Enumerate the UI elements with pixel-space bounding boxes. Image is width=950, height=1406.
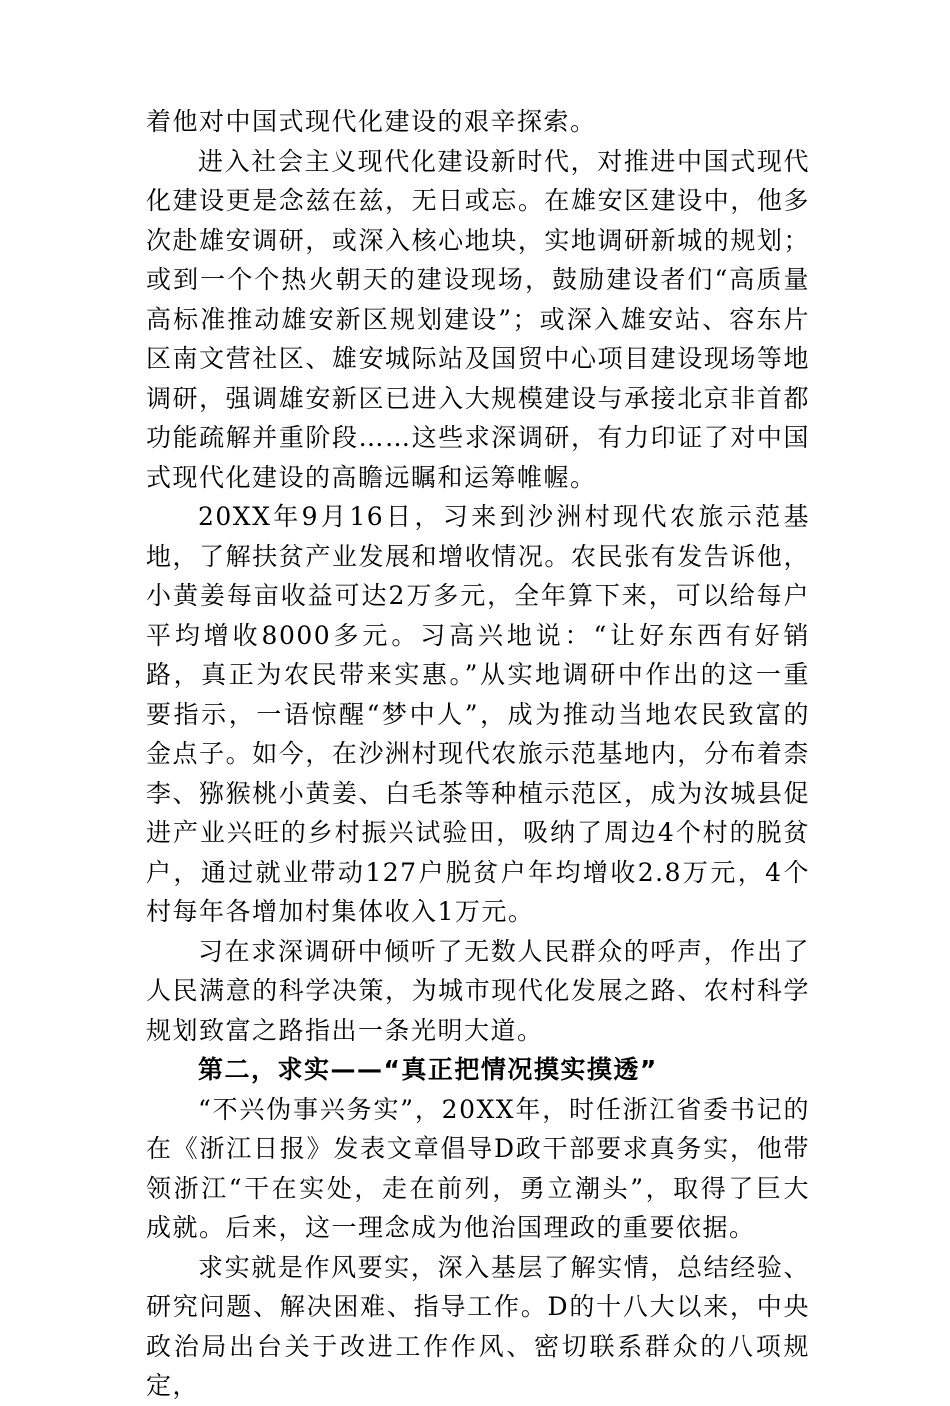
document-page	[146, 102, 810, 1406]
paragraph-continuation: 着他对中国式现代化建设的艰辛探索。	[146, 107, 597, 136]
paragraph-xiongan: 进入社会主义现代化建设新时代，对推进中国式现代化建设更是念兹在兹，无日或忘。在雄安区建设中，他多次赴雄安调研，或深入核心地块，实地调研新城的规划；或到一个个热火朝天的建设现场，鼓励建设者们“高质量高标准推动雄安新区规划建设”；或深入雄安站、容东片区南文营社区、雄安城际站及国贸中心项目建设现场等地调研，强调雄安新区已进入大规模建设与承接北京非首都功能疏解并重阶段……这些求深调研，有力印证了对中国式现代化建设的高瞻远瞩和运筹帷幄。	[146, 146, 810, 492]
paragraph-qiushi: 求实就是作风要实，深入基层了解实情，总结经验、研究问题、解决困难、指导工作。D的十八大以来，中央政治局出台关于改进工作作风、密切联系群众的八项规定，	[146, 1252, 810, 1400]
paragraph-summary: 习在求深调研中倾听了无数人民群众的呼声，作出了人民满意的科学决策，为城市现代化发展之路、农村科学规划致富之路指出一条光明大道。	[146, 936, 810, 1045]
paragraph-zhejiang: “不兴伪事兴务实”，20XX年，时任浙江省委书记的在《浙江日报》发表文章倡导D政干部要求真务实，他带领浙江“干在实处，走在前列，勇立潮头”，取得了巨大成就。后来，这一理念成为他治国理政的重要依据。	[146, 1094, 810, 1242]
section-heading: 第二，求实——“真正把情况摸实摸透”	[198, 1055, 658, 1084]
paragraph-shazhou: 20XX年9月16日，习来到沙洲村现代农旅示范基地，了解扶贫产业发展和增收情况。农民张有发告诉他，小黄姜每亩收益可达2万多元，全年算下来，可以给每户平均增收8000多元。习高兴地说：“让好东西有好销路，真正为农民带来实惠。”从实地调研中作出的这一重要指示，一语惊醒“梦中人”，成为推动当地农民致富的金点子。如今，在沙洲村现代农旅示范基地内，分布着柰李、猕猴桃小黄姜、白毛茶等种植示范区，成为汝城县促进产业兴旺的乡村振兴试验田，吸纳了周边4个村的脱贫户，通过就业带动127户脱贫户年均增收2.8万元，4个村每年各增加村集体收入1万元。	[146, 502, 810, 926]
